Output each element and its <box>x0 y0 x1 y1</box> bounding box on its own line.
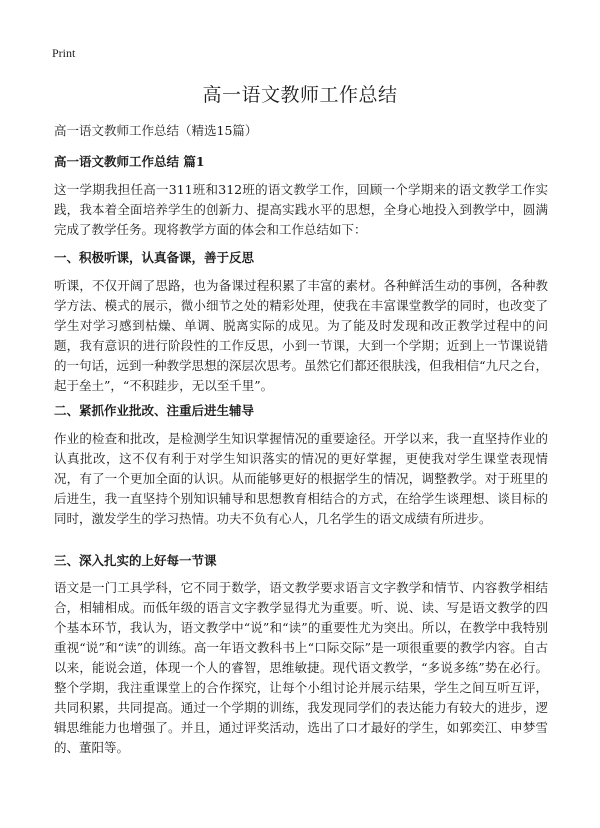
section-body-1: 听课，不仅开阔了思路，也为备课过程积累了丰富的素材。各种鲜活生动的事例，各种教学方法、模式的展示，微小细节之处的精彩处理，使我在丰富课堂教学的同时，也改变了学生对学习感到枯燥、单调、脱离实际的成见。为了能及时发现和改正教学过程中的问题，我有意识的进行阶段性的工作反思，小到一节课，大到一个学期；近到上一节课说错的一句话，远到一种教学思想的深层次思考。虽然它们都还很肤浅，但我相信“九尺之台，起于垒土”，“不积跬步，无以至千里”。 <box>54 278 548 393</box>
section-heading-1: 一、积极听课，认真备课，善于反思 <box>54 250 255 265</box>
intro-paragraph: 这一学期我担任高一311班和312班的语文教学工作，回顾一个学期来的语文教学工作实践，我本着全面培养学生的创新力、提高实践水平的思想，全身心地投入到教学中，圆满完成了教学任务。现将教学方面的体会和工作总结如下： <box>54 182 548 237</box>
document-title: 高一语文教师工作总结 <box>202 84 398 106</box>
article-heading: 高一语文教师工作总结 篇1 <box>54 154 205 169</box>
section-heading-2: 二、紧抓作业批改、注重后进生辅导 <box>54 403 255 418</box>
section-heading-3: 三、深入扎实的上好每一节课 <box>54 553 217 568</box>
section-body-3: 语文是一门工具学科，它不同于数学，语文教学要求语言文字教学和情节、内容教学相结合，相辅相成。而低年级的语言文字教学显得尤为重要。听、说、读、写是语文教学的四个基本环节，我认为，语文教学中“说”和“读”的重要性尤为突出。所以，在教学中我特别重视“说”和“读”的训练。高一年语文教科书上“口际交际”是一项很重要的教学内容。自古以来，能说会道，体现一个人的睿智，思维敏捷。现代语文教学，“多说多练”势在必行。整个学期，我注重课堂上的合作探究，让每个小组讨论并展示结果，学生之间互听互评，共同积累，共同提高。通过一个学期的训练，我发现同学们的表达能力有较大的进步，逻辑思维能力也增强了。并且，通过评奖活动，选出了口才最好的学生，如郭奕江、申梦雪的、董阳等。 <box>54 580 548 755</box>
document-subtitle: 高一语文教师工作总结（精选15篇） <box>54 123 258 138</box>
print-link[interactable]: Print <box>52 46 76 60</box>
section-body-2: 作业的检查和批改，是检测学生知识掌握情况的重要途径。开学以来，我一直坚持作业的认真批改，这不仅有利于对学生知识落实的情况的更好掌握，更使我对学生课堂表现情况，有了一个更加全面的认识。从而能够更好的根据学生的情况，调整教学。对于班里的后进生，我一直坚持个别知识辅导和思想教育相结合的方式，在给学生谈理想、谈目标的同时，激发学生的学习热情。功夫不负有心人，几名学生的语文成绩有所进步。 <box>54 431 548 526</box>
